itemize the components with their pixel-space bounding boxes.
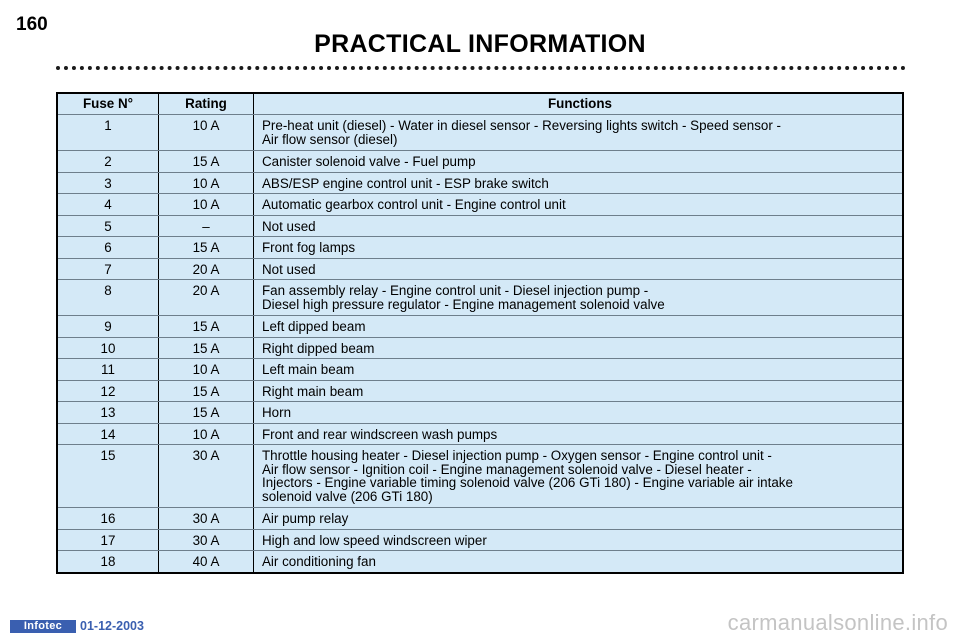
function-line: Front and rear windscreen wash pumps: [262, 426, 498, 442]
fuse-number-cell: 1: [57, 115, 159, 151]
functions-cell: [254, 359, 904, 381]
rating-cell: 20 A: [159, 258, 254, 280]
functions-cell: [254, 194, 904, 216]
header-fuse-number: Fuse N°: [57, 93, 159, 115]
rating-cell: 10 A: [159, 359, 254, 381]
fuse-number-cell: 15: [57, 445, 159, 508]
function-line: Diesel high pressure regulator - Engine management solenoid valve: [262, 296, 665, 312]
function-line: Not used: [262, 218, 316, 234]
function-line: Automatic gearbox control unit - Engine control unit: [262, 197, 566, 212]
table-row: [57, 380, 903, 402]
fuse-number-cell: 3: [57, 172, 159, 194]
functions-cell: [254, 151, 904, 173]
rating-cell: 20 A: [159, 280, 254, 316]
fuse-number-cell: 12: [57, 380, 159, 402]
table-row: [57, 445, 903, 508]
fuse-table: [56, 92, 904, 574]
table-row: [57, 151, 903, 173]
dotted-divider: [56, 66, 906, 70]
rating-cell: 10 A: [159, 115, 254, 151]
table-row: [57, 316, 903, 338]
fuse-number-cell: 5: [57, 215, 159, 237]
fuse-number-cell: 11: [57, 359, 159, 381]
function-line: Injectors - Engine variable timing solenoid valve (206 GTi 180) - Engine variable air intake: [262, 475, 793, 490]
function-line: Pre-heat unit (diesel) - Water in diesel sensor - Reversing lights switch - Speed sensor -: [262, 118, 781, 133]
function-line: Front fog lamps: [262, 240, 356, 255]
header-functions: Functions: [254, 93, 904, 115]
rating-cell: 15 A: [159, 337, 254, 359]
watermark: carmanualsonline.info: [727, 610, 948, 635]
rating-cell: 30 A: [159, 529, 254, 551]
functions-cell: [254, 316, 904, 338]
function-line: Left dipped beam: [262, 319, 366, 334]
table-row: [57, 115, 903, 151]
fuse-number-cell: 8: [57, 280, 159, 316]
fuse-number-cell: 6: [57, 237, 159, 259]
functions-cell: [254, 529, 904, 551]
table-row: [57, 172, 903, 194]
functions-cell: [254, 280, 904, 316]
fuse-number-cell: 14: [57, 423, 159, 445]
function-line: Right dipped beam: [262, 340, 375, 356]
rating-cell: 30 A: [159, 508, 254, 530]
functions-cell: [254, 551, 904, 573]
page-title: PRACTICAL INFORMATION: [314, 30, 646, 58]
functions-cell: [254, 115, 904, 151]
table-header-row: [57, 93, 903, 115]
rating-cell: 40 A: [159, 551, 254, 573]
table-row: [57, 194, 903, 216]
rating-cell: –: [159, 215, 254, 237]
rating-cell: 15 A: [159, 151, 254, 173]
table-row: [57, 337, 903, 359]
rating-cell: 15 A: [159, 316, 254, 338]
function-line: Air pump relay: [262, 511, 349, 526]
rating-cell: 10 A: [159, 172, 254, 194]
functions-cell: [254, 337, 904, 359]
functions-cell: [254, 237, 904, 259]
fuse-number-cell: 16: [57, 508, 159, 530]
fuse-number-cell: 9: [57, 316, 159, 338]
function-line: Throttle housing heater - Diesel injection pump - Oxygen sensor - Engine control unit -: [262, 448, 772, 463]
rating-cell: 15 A: [159, 237, 254, 259]
function-line: Air flow sensor - Ignition coil - Engine management solenoid valve - Diesel heater -: [262, 461, 752, 477]
rating-cell: 15 A: [159, 402, 254, 424]
fuse-number-cell: 13: [57, 402, 159, 424]
table-row: [57, 258, 903, 280]
page-number: 160: [16, 14, 48, 35]
functions-cell: [254, 508, 904, 530]
footer-date: 01-12-2003: [80, 619, 144, 633]
table-row: [57, 402, 903, 424]
fuse-number-cell: 4: [57, 194, 159, 216]
functions-cell: [254, 423, 904, 445]
rating-cell: 10 A: [159, 423, 254, 445]
fuse-number-cell: 2: [57, 151, 159, 173]
function-line: Not used: [262, 261, 316, 277]
function-line: Horn: [262, 405, 292, 420]
fuse-number-cell: 10: [57, 337, 159, 359]
table-row: [57, 423, 903, 445]
functions-cell: [254, 215, 904, 237]
table-row: [57, 359, 903, 381]
functions-cell: [254, 380, 904, 402]
functions-cell: [254, 172, 904, 194]
fuse-number-cell: 18: [57, 551, 159, 573]
function-line: Right main beam: [262, 383, 364, 399]
function-line: ABS/ESP engine control unit - ESP brake switch: [262, 175, 549, 191]
fuse-number-cell: 17: [57, 529, 159, 551]
rating-cell: 15 A: [159, 380, 254, 402]
function-line: solenoid valve (206 GTi 180): [262, 488, 433, 504]
table-row: [57, 237, 903, 259]
fuse-table-body: [57, 115, 903, 573]
fuse-number-cell: 7: [57, 258, 159, 280]
table-row: [57, 215, 903, 237]
function-line: Fan assembly relay - Engine control unit - Diesel injection pump -: [262, 283, 649, 298]
function-line: Left main beam: [262, 362, 355, 377]
functions-cell: [254, 402, 904, 424]
table-row: [57, 551, 903, 573]
function-line: Air flow sensor (diesel): [262, 131, 398, 147]
infotec-logo: Infotec: [10, 620, 76, 633]
function-line: High and low speed windscreen wiper: [262, 532, 487, 548]
table-row: [57, 529, 903, 551]
table-row: [57, 280, 903, 316]
table-row: [57, 508, 903, 530]
function-line: Canister solenoid valve - Fuel pump: [262, 154, 476, 169]
rating-cell: 30 A: [159, 445, 254, 508]
header-rating: Rating: [159, 93, 254, 115]
rating-cell: 10 A: [159, 194, 254, 216]
functions-cell: [254, 258, 904, 280]
functions-cell: [254, 445, 904, 508]
function-line: Air conditioning fan: [262, 554, 376, 569]
